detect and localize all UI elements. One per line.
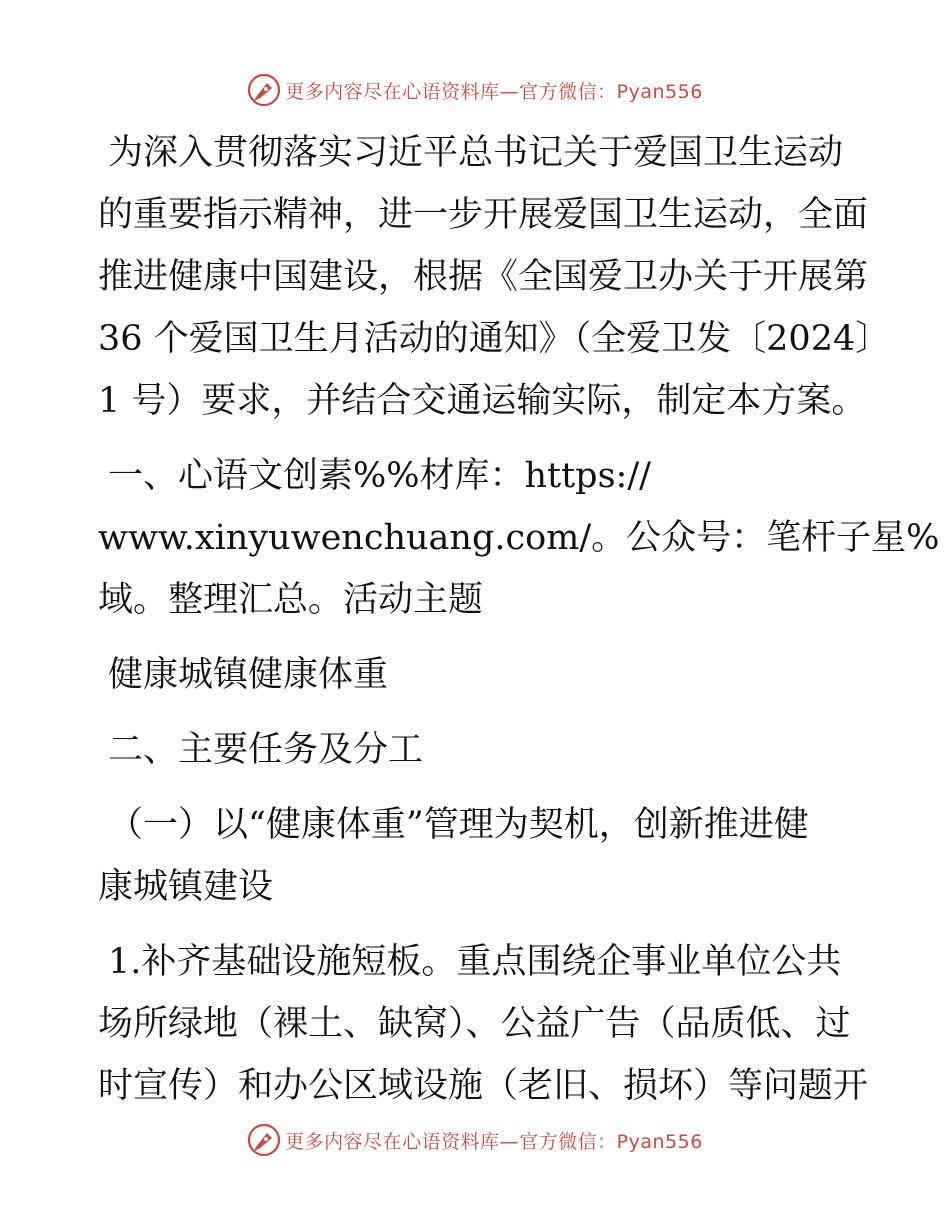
text-line: （一）以“健康体重”管理为契机，创新推进健 (108, 805, 809, 845)
text-line: 二、主要任务及分工 (108, 730, 424, 770)
pen-nib-logo-icon (247, 73, 281, 107)
section-heading-2 (98, 719, 858, 781)
text-line: 康城镇建设 (98, 867, 274, 907)
theme-paragraph (98, 644, 858, 706)
document-body (98, 122, 940, 1130)
text-line: 1.补齐基础设施短板。重点围绕企事业单位公共 (108, 942, 842, 982)
text-line: 一、心语文创素%%材库：https:// (108, 456, 651, 496)
subsection-heading (98, 794, 858, 918)
section-heading-1 (98, 445, 940, 631)
watermark-text: 更多内容尽在心语资料库—官方微信：Pyan556 (285, 1130, 703, 1153)
text-line: 1 号）要求，并结合交通运输实际，制定本方案。 (98, 381, 867, 421)
text-line: 为深入贯彻落实习近平总书记关于爱国卫生运动 (108, 133, 844, 173)
header-watermark (0, 70, 950, 110)
text-line: 场所绿地（裸土、缺窝）、公益广告（品质低、过 (98, 1004, 851, 1044)
text-line: 时宣传）和办公区域设施（老旧、损坏）等问题开 (98, 1066, 869, 1106)
task-paragraph (98, 931, 869, 1117)
pen-nib-logo-icon (247, 1123, 281, 1157)
paragraph-intro (98, 122, 891, 432)
text-line: 域。整理汇总。活动主题 (98, 580, 484, 620)
text-line: 健康城镇健康体重 (108, 655, 389, 695)
text-line: 36 个爱国卫生月活动的通知》（全爱卫发〔2024〕 (98, 319, 891, 359)
text-line: www.xinyuwenchuang.com/。公众号：笔杆子星% (98, 518, 940, 558)
footer-watermark (0, 1120, 950, 1160)
watermark-text: 更多内容尽在心语资料库—官方微信：Pyan556 (285, 80, 703, 103)
text-line: 的重要指示精神，进一步开展爱国卫生运动，全面 (98, 195, 869, 235)
text-line: 推进健康中国建设，根据《全国爱卫办关于开展第 (98, 257, 869, 297)
